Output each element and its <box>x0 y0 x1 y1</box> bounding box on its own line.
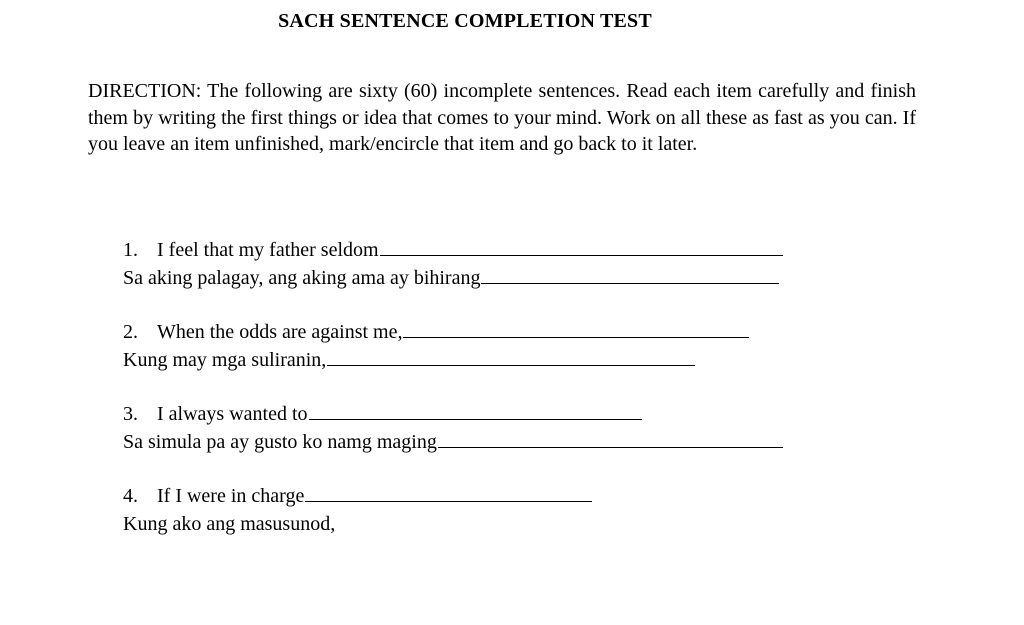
answer-blank[interactable] <box>380 237 783 256</box>
list-item <box>123 482 903 538</box>
item-filipino-line <box>123 428 903 456</box>
item-english-line <box>123 318 903 346</box>
answer-blank[interactable] <box>327 347 695 366</box>
answer-blank[interactable] <box>403 319 749 338</box>
list-item <box>123 400 903 456</box>
item-number: 4. <box>123 485 138 507</box>
item-english-line <box>123 482 903 510</box>
list-item <box>123 318 903 374</box>
item-filipino-text: Kung may mga suliranin, <box>123 349 327 371</box>
item-english-line <box>123 400 903 428</box>
item-filipino-line <box>123 346 903 374</box>
direction-paragraph: DIRECTION: The following are sixty (60) incomplete sentences. Read each item carefully and finish them by writing the first things or idea that comes to your mind. Work on all these as fast as you can. If you leave an item unfinished, mark/encircle that item and go back to it later. <box>88 80 916 155</box>
answer-blank[interactable] <box>309 401 642 420</box>
item-english-line <box>123 236 903 264</box>
item-number: 3. <box>123 403 138 425</box>
item-english-text: When the odds are against me, <box>157 321 403 343</box>
item-english-text: I feel that my father seldom <box>157 239 379 261</box>
item-filipino-text: Kung ako ang masusunod, <box>123 513 336 535</box>
item-number: 1. <box>123 239 138 261</box>
items-list <box>123 236 903 535</box>
item-filipino-line <box>123 264 903 292</box>
document-title: SACH SENTENCE COMPLETION TEST <box>278 10 652 32</box>
item-number: 2. <box>123 321 138 343</box>
item-filipino-text: Sa aking palagay, ang aking ama ay bihirang <box>123 267 481 289</box>
list-item <box>123 236 903 292</box>
item-english-text: I always wanted to <box>157 403 308 425</box>
item-filipino-line <box>123 510 903 538</box>
item-english-text: If I were in charge <box>157 485 305 507</box>
item-filipino-text: Sa simula pa ay gusto ko namg maging <box>123 431 437 453</box>
answer-blank[interactable] <box>481 265 779 284</box>
answer-blank[interactable] <box>305 483 592 502</box>
answer-blank[interactable] <box>438 429 783 448</box>
